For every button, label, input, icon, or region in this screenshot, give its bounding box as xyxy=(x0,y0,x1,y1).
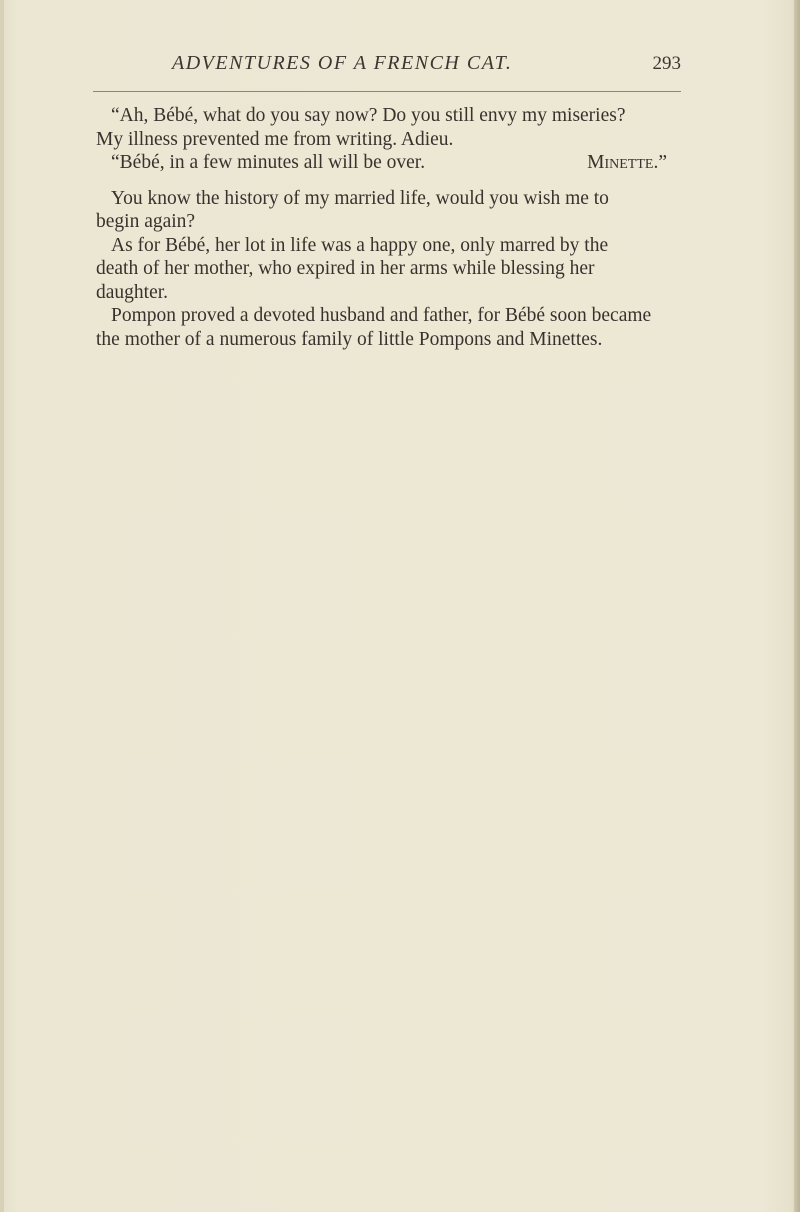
letter-closing-line xyxy=(96,151,681,175)
page-right-edge xyxy=(794,0,800,1212)
letter-line: My illness prevented me from writing. Adieu. xyxy=(96,128,454,150)
paragraph-line: the mother of a numerous family of little Pompons and Minettes. xyxy=(96,328,603,350)
letter-line: “Bébé, in a few minutes all will be over. xyxy=(111,152,426,173)
page-left-edge xyxy=(0,0,4,1212)
page-number: 293 xyxy=(652,53,681,74)
paragraph-line: Pompon proved a devoted husband and father, for Bébé soon became xyxy=(111,305,652,326)
paragraph-line: You know the history of my married life, would you wish me to xyxy=(111,187,609,209)
paragraph-line: daughter. xyxy=(96,281,169,303)
paragraph-line: death of her mother, who expired in her arms while blessing her xyxy=(96,258,595,279)
paragraph-line: As for Bébé, her lot in life was a happy one, only marred by the xyxy=(111,234,609,256)
running-title: ADVENTURES OF A FRENCH CAT. xyxy=(172,52,513,74)
letter-line: “Ah, Bébé, what do you say now? Do you still envy my miseries? xyxy=(111,105,626,126)
letter-signature: Minette.” xyxy=(587,152,667,173)
paragraph-line: begin again? xyxy=(96,211,196,232)
header-rule xyxy=(93,91,681,92)
page-text xyxy=(96,104,681,351)
running-head xyxy=(96,52,681,82)
